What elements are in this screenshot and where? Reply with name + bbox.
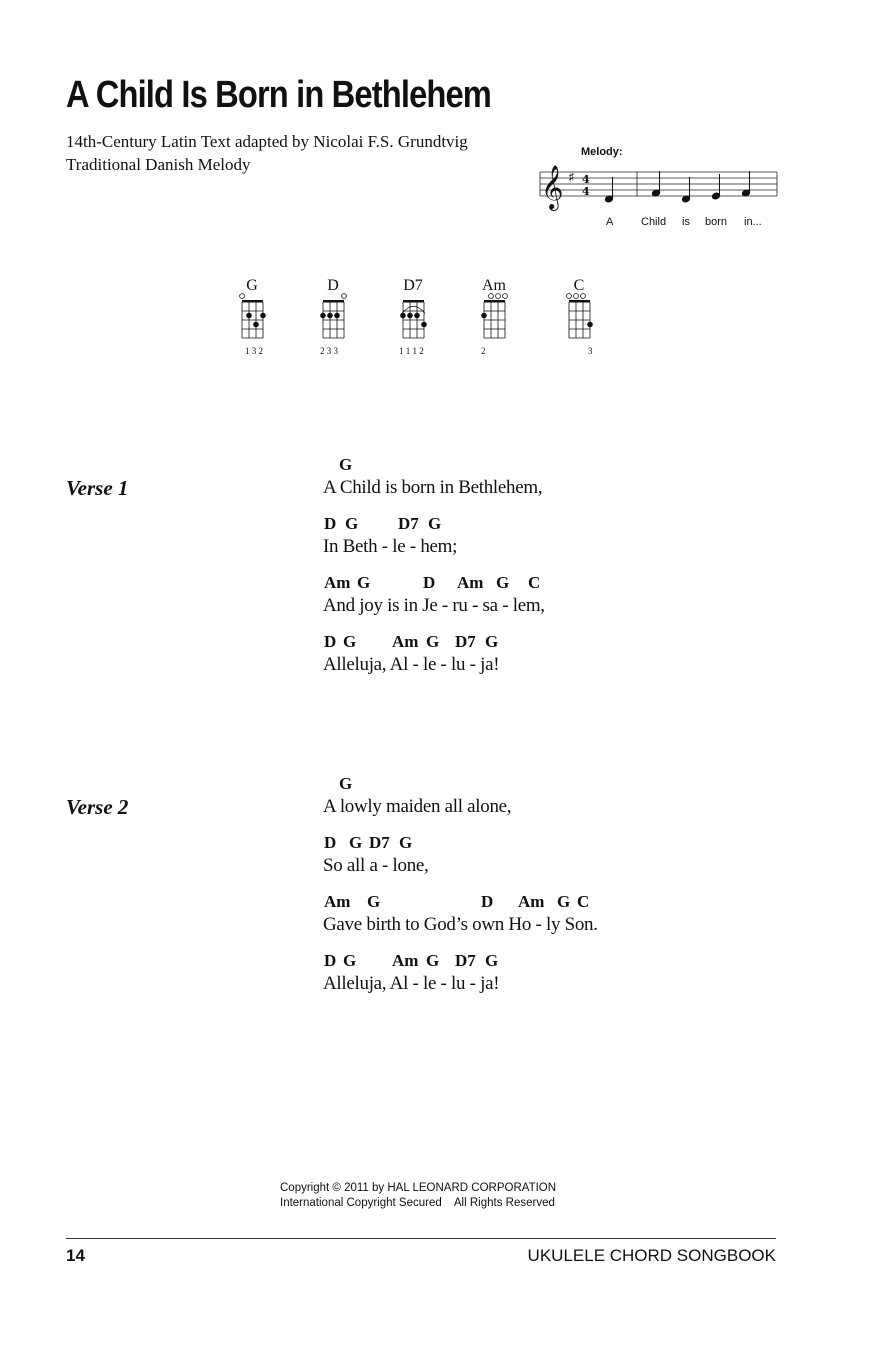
chord-symbol: G [357, 573, 371, 592]
chord-symbol: G [399, 833, 413, 852]
lyric-text: A Child is born in Bethlehem, [323, 477, 543, 498]
lyric-line [323, 455, 843, 511]
lyric-line [323, 833, 843, 889]
nut [323, 300, 344, 303]
chord-symbol: Am [457, 573, 484, 592]
chord-symbol: G [367, 892, 381, 911]
chord-diagram-d [303, 277, 363, 362]
lyric-text: Gave birth to God’s own Ho - ly Son. [323, 914, 598, 935]
chord-symbol: D [324, 833, 337, 852]
finger-dot [421, 322, 427, 328]
chord-name: Am [482, 277, 506, 294]
treble-clef: 𝄞 [541, 165, 564, 209]
chord-symbol: G [485, 632, 499, 651]
fretboard-grid [549, 277, 609, 347]
finger-dot [320, 313, 326, 319]
open-string-marker [574, 294, 579, 299]
melody-lyric: in... [744, 216, 762, 228]
chord-symbol: G [343, 632, 357, 651]
finger-dot [414, 313, 420, 319]
song-title: A Child Is Born in Bethlehem [66, 74, 492, 116]
chord-symbol: G [557, 892, 571, 911]
finger-dot [246, 313, 252, 319]
copyright-notice [280, 1181, 556, 1211]
chord-symbol: G [496, 573, 510, 592]
finger-dot [587, 322, 593, 328]
melody-label: Melody: [581, 146, 623, 158]
open-string-marker [342, 294, 347, 299]
chord-diagram-c [549, 277, 609, 362]
time-signature: 4 [582, 173, 590, 186]
nut [569, 300, 590, 303]
nut [484, 300, 505, 303]
nut [242, 300, 263, 303]
chord-symbol: G [426, 632, 440, 651]
chord-diagram-am [464, 277, 524, 362]
copyright-line: Copyright © 2011 by HAL LEONARD CORPORATION [280, 1182, 557, 1194]
lyric-text: A lowly maiden all alone, [323, 796, 512, 817]
chord-symbol: D [481, 892, 494, 911]
chord-symbol: Am [518, 892, 545, 911]
finger-dot [407, 313, 413, 319]
nut [403, 300, 424, 303]
lyric-text: Alleluja, Al - le - lu - ja! [323, 973, 500, 994]
chord-symbol: Am [324, 573, 351, 592]
finger-dot [253, 322, 259, 328]
chord-symbol: Am [392, 951, 419, 970]
svg-text:4: 4 [582, 185, 590, 198]
chord-symbol: C [577, 892, 590, 911]
fretboard-grid [464, 277, 524, 347]
open-string-marker [496, 294, 501, 299]
chord-name: D7 [403, 277, 423, 294]
sharp-sign: ♯ [568, 170, 575, 186]
lyric-text: So all a - lone, [323, 855, 429, 876]
chord-symbol: D [324, 632, 337, 651]
finger-dot [334, 313, 340, 319]
chord-name: D [327, 277, 339, 294]
chord-symbol: G [426, 951, 440, 970]
fretboard-grid [383, 277, 443, 347]
lyric-line [323, 892, 843, 948]
open-string-marker [489, 294, 494, 299]
melody-lyric: born [705, 216, 728, 228]
footer-divider [66, 1238, 776, 1239]
copyright-line: International Copyright Secured All Rights Reserved [280, 1197, 555, 1209]
fretboard-grid [222, 277, 282, 347]
lyric-line [323, 774, 843, 830]
chord-diagram-d7 [383, 277, 443, 362]
finger-dot [400, 313, 406, 319]
chord-symbol: D [324, 951, 337, 970]
melody-lyric: Child [641, 216, 667, 228]
lyric-line [323, 514, 843, 570]
lyricist-credit: 14th-Century Latin Text adapted by Nicolai F.S. Grundtvig [66, 132, 468, 151]
lyric-line [323, 573, 843, 629]
chord-symbol: G [428, 514, 442, 533]
chord-symbol: Am [392, 632, 419, 651]
chord-symbol: G [343, 951, 357, 970]
open-string-marker [581, 294, 586, 299]
book-title: UKULELE CHORD SONGBOOK [527, 1246, 776, 1265]
chord-diagram-g [222, 277, 282, 362]
lyric-text: In Beth - le - hem; [323, 536, 458, 557]
composer-credit: Traditional Danish Melody [66, 155, 251, 174]
melody-lyric: is [682, 216, 690, 228]
fretboard-grid [303, 277, 363, 347]
chord-name: C [573, 277, 585, 294]
finger-dot [260, 313, 266, 319]
chord-symbol: D7 [369, 833, 390, 852]
verse-label: Verse 2 [66, 795, 129, 819]
chord-symbol: D7 [455, 632, 476, 651]
lyric-text: And joy is in Je - ru - sa - lem, [323, 595, 545, 616]
chord-symbol: D [324, 514, 337, 533]
melody-staff [530, 160, 780, 216]
finger-dot [327, 313, 333, 319]
lyric-line [323, 632, 843, 688]
page-number: 14 [66, 1246, 85, 1265]
open-string-marker [567, 294, 572, 299]
open-string-marker [503, 294, 508, 299]
chord-fingering: 1 1 1 2 [399, 346, 424, 356]
chord-fingering: 3 [588, 346, 593, 356]
chord-symbol: G [345, 514, 359, 533]
chord-name: G [246, 277, 258, 294]
chord-fingering: 1 3 2 [245, 346, 263, 356]
lyric-line [323, 951, 843, 1007]
lyric-text: Alleluja, Al - le - lu - ja! [323, 654, 500, 675]
chord-symbol: D7 [455, 951, 476, 970]
verse-label: Verse 1 [66, 476, 129, 500]
chord-symbol: D [423, 573, 436, 592]
chord-symbol: G [485, 951, 499, 970]
chord-symbol: G [339, 774, 353, 793]
open-string-marker [240, 294, 245, 299]
chord-fingering: 2 3 3 [320, 346, 338, 356]
song-credits [66, 130, 468, 176]
chord-symbol: G [339, 455, 353, 474]
finger-dot [481, 313, 487, 319]
chord-symbol: C [528, 573, 541, 592]
chord-symbol: Am [324, 892, 351, 911]
melody-lyric: A [606, 216, 614, 228]
chord-symbol: G [349, 833, 363, 852]
chord-symbol: D7 [398, 514, 419, 533]
chord-fingering: 2 [481, 346, 486, 356]
barre-arc [402, 306, 425, 313]
